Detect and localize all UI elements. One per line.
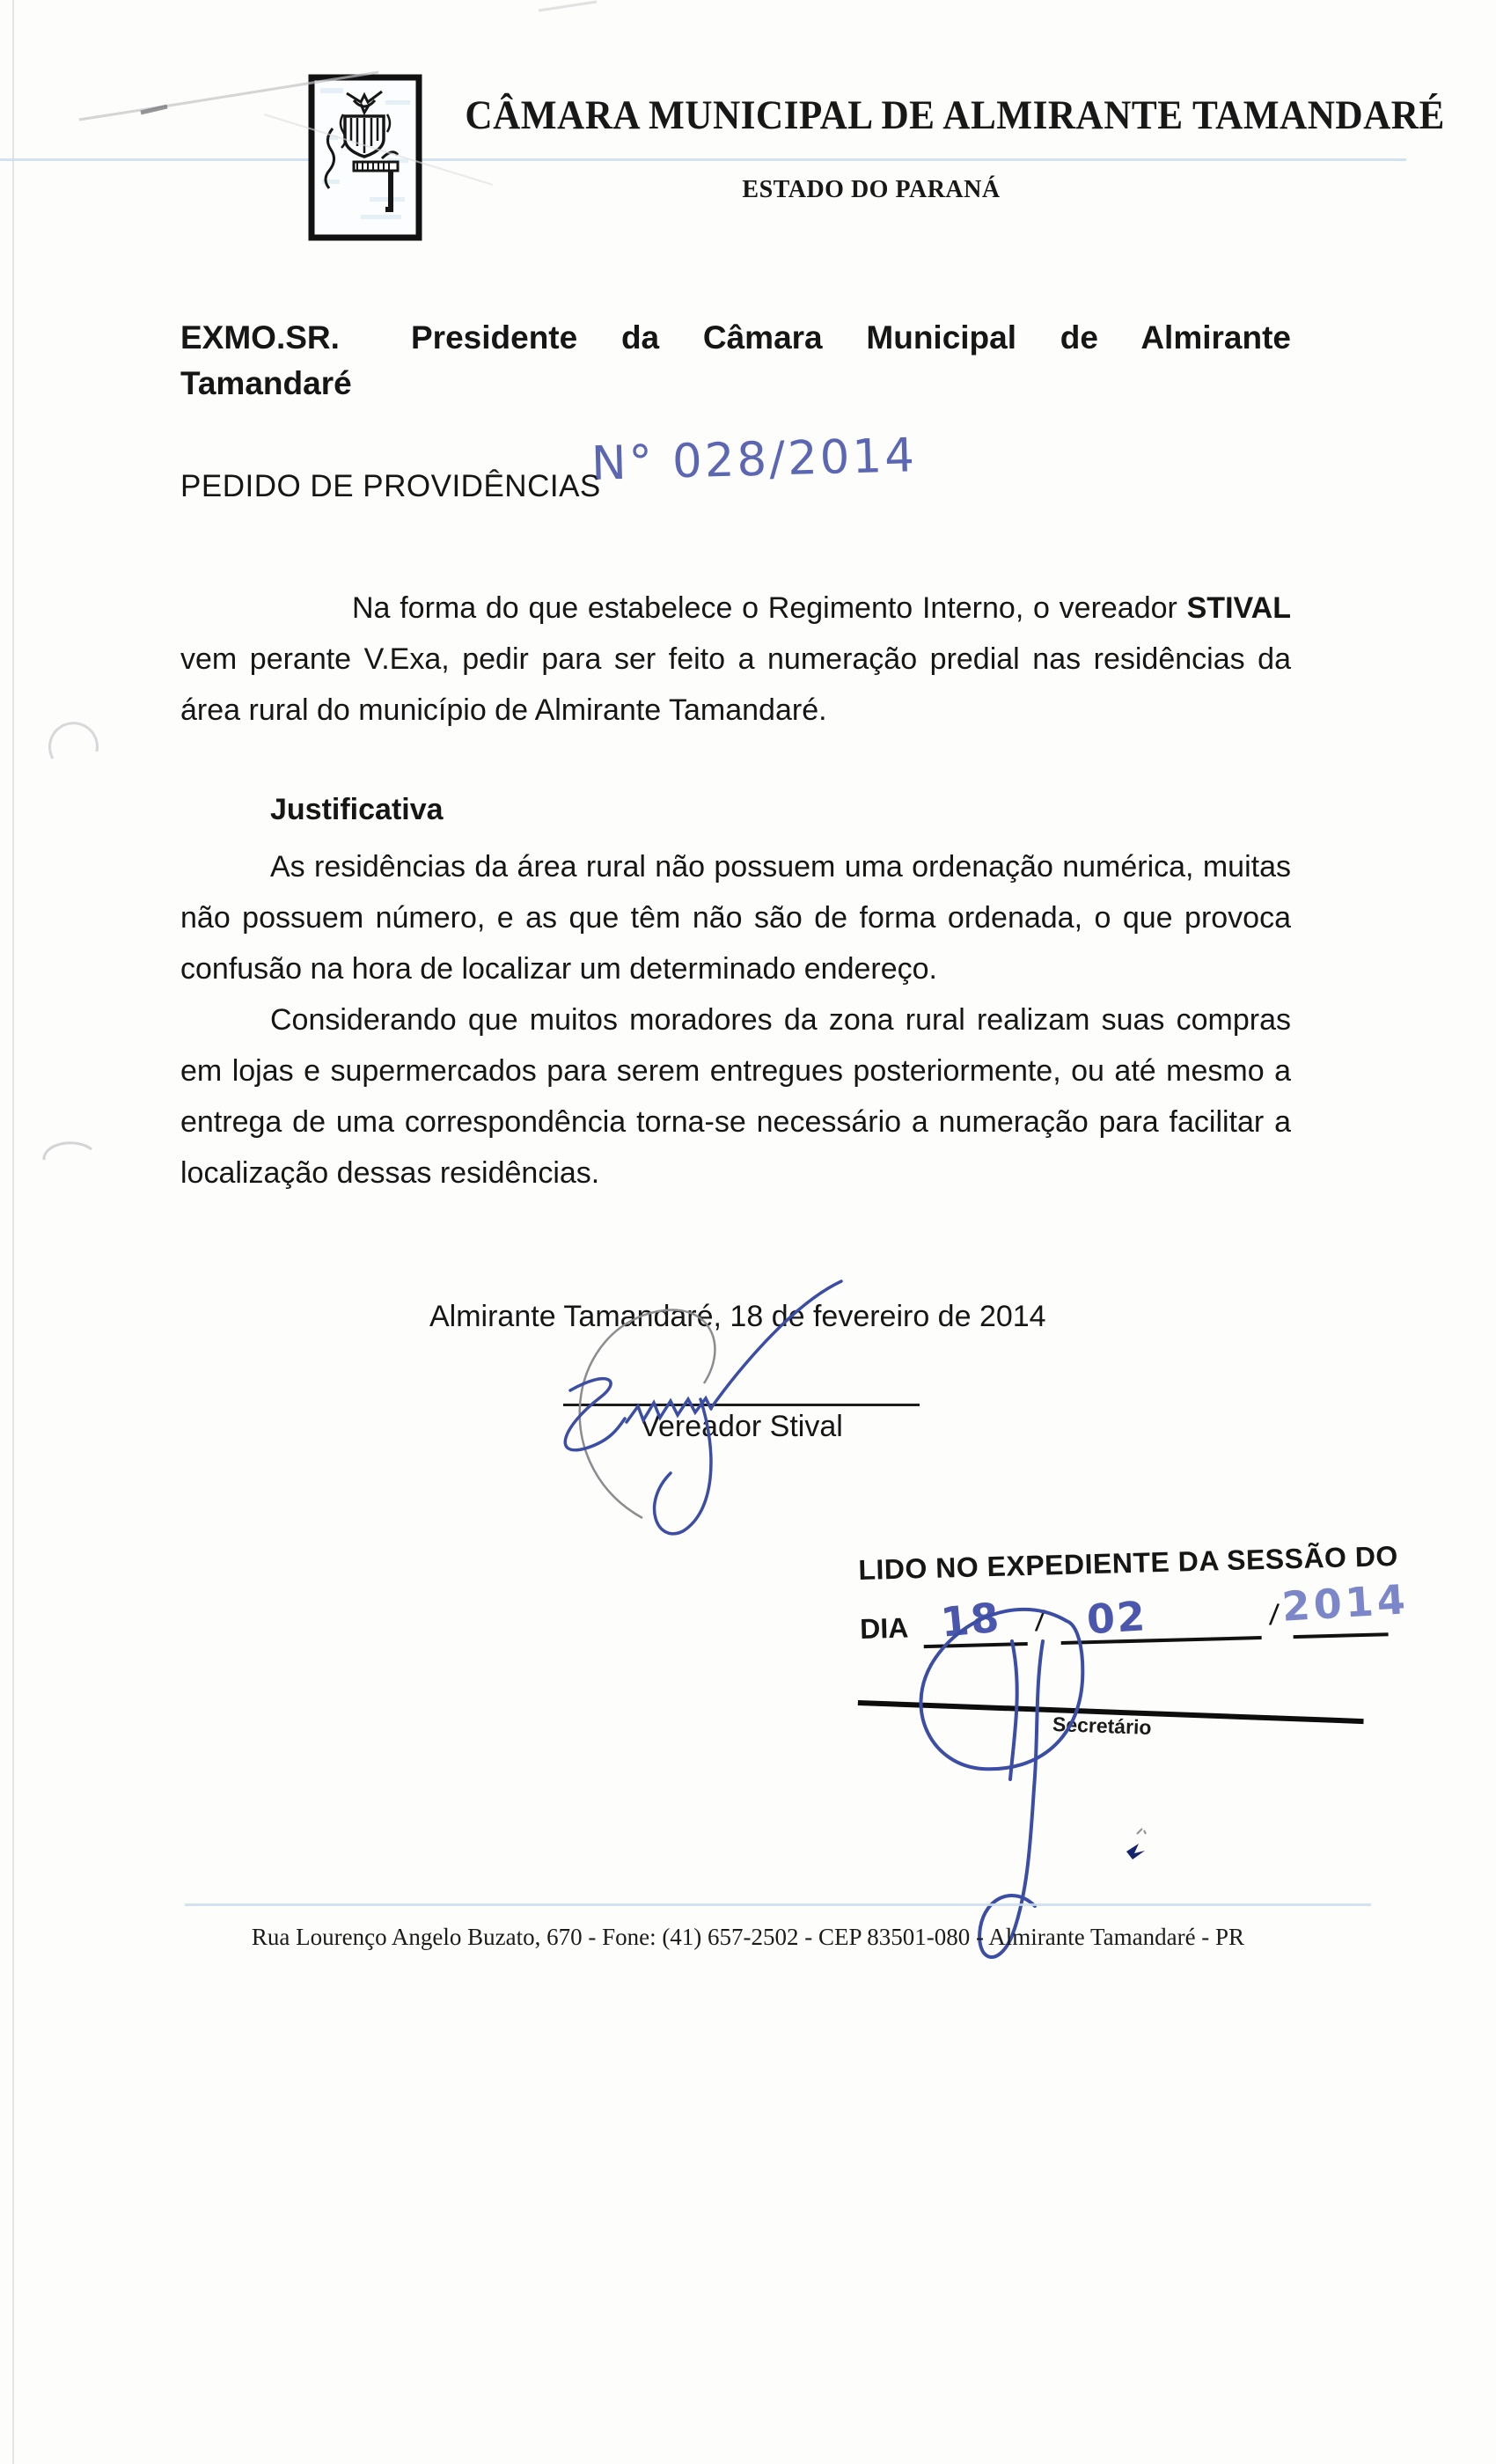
justification-heading: Justificativa [270, 793, 444, 826]
date-slash: / [1034, 1604, 1046, 1639]
state-subtitle: ESTADO DO PARANÁ [742, 176, 1001, 203]
handwritten-day: 18 [938, 1593, 1003, 1646]
councilman-name-bold: STIVAL [1186, 591, 1291, 625]
justification-line: em lojas e supermercados para serem entregues posteriormente, ou até mesmo a [180, 1054, 1291, 1088]
handwritten-month: 02 [1085, 1592, 1148, 1644]
request-line: vem perante V.Exa, pedir para ser feito a numeração predial nas residências da [180, 642, 1291, 676]
handwritten-year: 2014 [1280, 1575, 1411, 1631]
request-line1-text: Na forma do que estabelece o Regimento Interno, o vereador [352, 591, 1187, 625]
request-line: área rural do município de Almirante Tamandaré. [180, 693, 827, 727]
date-line: Almirante Tamandaré, 18 de fevereiro de 2014 [429, 1300, 1046, 1333]
org-name-text: CÂMARA MUNICIPAL DE ALMIRANTE TAMANDARÉ [465, 92, 1445, 138]
justification-line: As residências da área rural não possuem uma ordenação numérica, muitas [270, 850, 1291, 884]
signer-title: Vereador Stival [640, 1410, 843, 1443]
day-label: DIA [859, 1611, 909, 1645]
justification-line: entrega de uma correspondência torna-se necessário a numeração para facilitar a [180, 1105, 1291, 1139]
pencil-marks [44, 2, 597, 1160]
stamp-heading: LIDO NO EXPEDIENTE DA SESSÃO DO [858, 1539, 1399, 1586]
addressee-salutation: EXMO.SR. [180, 319, 340, 356]
secretary-label: Secretário [1052, 1712, 1152, 1739]
addressee-title: Presidente da Câmara Municipal de Almirante [411, 319, 1291, 356]
handwritten-document-number: N° 028/2014 [590, 429, 918, 491]
footer-address: Rua Lourenço Angelo Buzato, 670 - Fone: (41) 657-2502 - CEP 83501-080 - Almirante Tamandaré - PR [251, 1924, 1245, 1950]
subject-label: PEDIDO DE PROVIDÊNCIAS [180, 469, 601, 503]
justification-line: não possuem número, e as que têm não são de forma ordenada, o que provoca [180, 901, 1291, 935]
date-slash: / [1267, 1598, 1280, 1633]
justification-line: localização dessas residências. [180, 1156, 600, 1190]
justification-line: confusão na hora de localizar um determinado endereço. [180, 952, 937, 986]
addressee-line2: Tamandaré [180, 365, 352, 401]
justification-line: Considerando que muitos moradores da zona rural realizam suas compras [270, 1003, 1291, 1037]
